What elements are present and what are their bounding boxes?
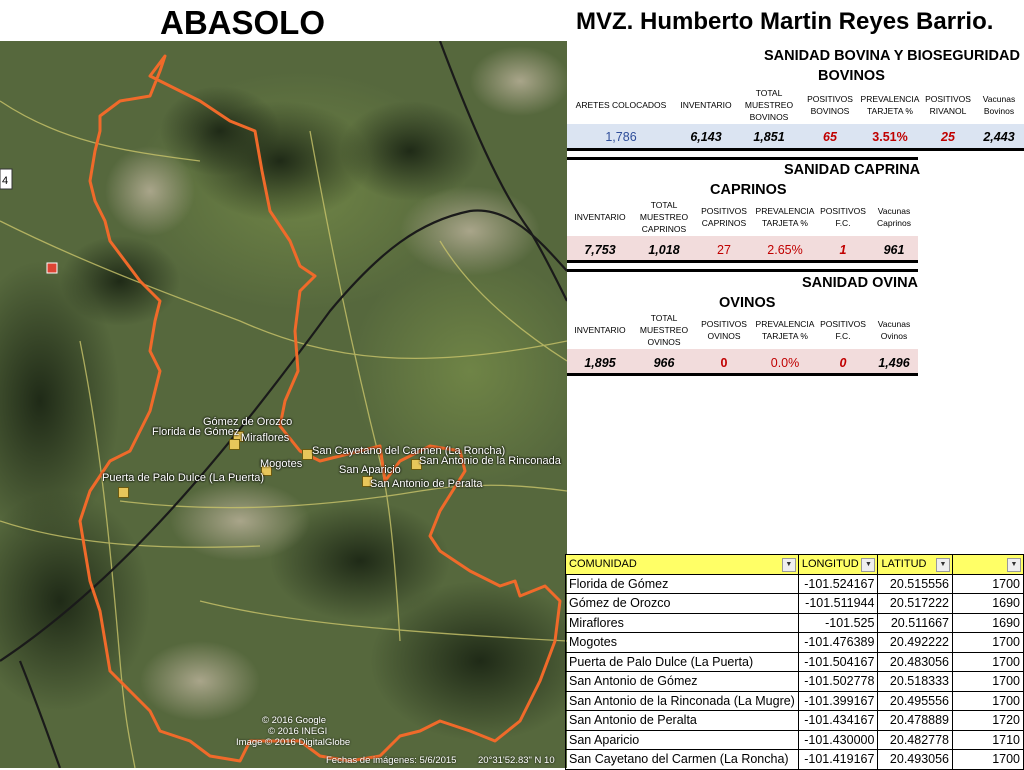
goat-value-inventario: 7,753 [584, 243, 616, 257]
sheep-header-muestreo: TOTAL MUESTREO OVINOS [639, 313, 689, 347]
table-row[interactable] [566, 691, 1024, 711]
cell-longitud[interactable]: -101.434167 [798, 711, 878, 731]
communities-table [565, 554, 1024, 770]
sheep-header-positivos: POSITIVOS OVINOS [701, 319, 747, 341]
table-row[interactable] [566, 750, 1024, 770]
author-title: MVZ. Humberto Martin Reyes Barrio. [576, 8, 994, 35]
placemark-pin-icon[interactable] [118, 487, 129, 498]
cell-comunidad[interactable]: Mogotes [566, 633, 799, 653]
filter-dropdown-icon[interactable]: ▼ [782, 558, 796, 572]
goat-value-positivos: 27 [717, 243, 731, 257]
goat-bottom-rule [567, 260, 918, 263]
cell-longitud[interactable]: -101.399167 [798, 691, 878, 711]
cell-latitud[interactable]: 20.515556 [878, 574, 953, 594]
placemark-pin-icon[interactable] [229, 439, 240, 450]
filter-dropdown-icon[interactable]: ▼ [936, 558, 950, 572]
bovine-section-title: SANIDAD BOVINA Y BIOSEGURIDAD [764, 48, 1020, 64]
map-label: Gómez de Orozco [203, 416, 293, 428]
filter-dropdown-icon[interactable]: ▼ [861, 558, 875, 572]
bovine-value-inventario: 6,143 [690, 130, 722, 144]
cell-altitud[interactable]: 1700 [953, 750, 1024, 770]
goat-subtitle: CAPRINOS [710, 182, 787, 198]
sheep-value-positivos: 0 [720, 356, 728, 370]
bovine-value-aretes: 1,786 [605, 130, 637, 144]
cell-altitud[interactable]: 1690 [953, 594, 1024, 614]
map-label: San Cayetano del Carmen (La Roncha) [312, 445, 506, 457]
goat-header-inventario: INVENTARIO [574, 212, 626, 222]
cell-latitud[interactable]: 20.482778 [878, 730, 953, 750]
bovine-bottom-rule [567, 148, 1024, 151]
column-header-longitud[interactable]: LONGITUD ▼ [798, 555, 878, 575]
cell-altitud[interactable]: 1700 [953, 672, 1024, 692]
imagery-date: Fechas de imágenes: 5/6/2015 [326, 755, 457, 766]
map-label: San Antonio de Peralta [370, 478, 483, 490]
goat-section-title: SANIDAD CAPRINA [784, 162, 921, 178]
cell-latitud[interactable]: 20.493056 [878, 750, 953, 770]
bovine-header-prevalencia: PREVALENCIA TARJETA % [860, 94, 920, 116]
goat-value-muestreo: 1,018 [648, 243, 680, 257]
cell-comunidad[interactable]: San Cayetano del Carmen (La Roncha) [566, 750, 799, 770]
map-label: Mogotes [260, 458, 303, 470]
cell-altitud[interactable]: 1700 [953, 691, 1024, 711]
cell-altitud[interactable]: 1690 [953, 613, 1024, 633]
cell-latitud[interactable]: 20.511667 [878, 613, 953, 633]
copyright-digitalglobe: Image © 2016 DigitalGlobe [236, 737, 351, 748]
sheep-top-rule [567, 269, 918, 272]
goat-header-prevalencia: PREVALENCIA TARJETA % [755, 206, 815, 228]
table-row[interactable] [566, 594, 1024, 614]
cell-latitud[interactable]: 20.495556 [878, 691, 953, 711]
table-header-row [566, 555, 1024, 575]
column-header-altitude[interactable] [953, 555, 1024, 575]
satellite-map[interactable] [0, 41, 567, 768]
sheep-value-fc: 0 [839, 356, 847, 370]
highway-shield-label: 4 [2, 175, 9, 187]
cell-comunidad[interactable]: San Antonio de la Rinconada (La Mugre) [566, 691, 799, 711]
bovine-value-rivanol: 25 [941, 130, 955, 144]
bovine-value-vacunas: 2,443 [983, 130, 1015, 144]
filter-dropdown-icon[interactable]: ▼ [1007, 558, 1021, 572]
cell-altitud[interactable]: 1700 [953, 633, 1024, 653]
table-row[interactable] [566, 613, 1024, 633]
cell-longitud[interactable]: -101.524167 [798, 574, 878, 594]
cell-altitud[interactable]: 1720 [953, 711, 1024, 731]
cell-latitud[interactable]: 20.478889 [878, 711, 953, 731]
cell-longitud[interactable]: -101.430000 [798, 730, 878, 750]
copyright-google: © 2016 Google [262, 715, 327, 726]
map-imagery [0, 41, 567, 768]
cell-altitud[interactable]: 1700 [953, 652, 1024, 672]
table-row[interactable] [566, 574, 1024, 594]
column-header-comunidad[interactable]: COMUNIDAD ▼ [566, 555, 799, 575]
goat-header-fc: POSITIVOS F.C. [820, 206, 866, 228]
goat-value-fc: 1 [839, 243, 847, 257]
cell-comunidad[interactable]: Gómez de Orozco [566, 594, 799, 614]
map-label: San Aparicio [339, 464, 401, 476]
sheep-header-prevalencia: PREVALENCIA TARJETA % [755, 319, 815, 341]
cell-longitud[interactable]: -101.502778 [798, 672, 878, 692]
cell-comunidad[interactable]: San Antonio de Peralta [566, 711, 799, 731]
table-row[interactable] [566, 730, 1024, 750]
cell-latitud[interactable]: 20.483056 [878, 652, 953, 672]
cell-comunidad[interactable]: San Aparicio [566, 730, 799, 750]
cell-latitud[interactable]: 20.492222 [878, 633, 953, 653]
bovine-header-positivos: POSITIVOS BOVINOS [807, 94, 853, 116]
cell-longitud[interactable]: -101.525 [798, 613, 878, 633]
sheep-value-muestreo: 966 [653, 356, 675, 370]
map-label: San Antonio de la Rinconada [419, 455, 561, 467]
bovine-subtitle: BOVINOS [818, 68, 885, 84]
table-row[interactable] [566, 672, 1024, 692]
sheep-value-vacunas: 1,496 [878, 356, 910, 370]
goat-header-muestreo: TOTAL MUESTREO CAPRINOS [639, 200, 689, 234]
map-label: Florida de Gómez [152, 426, 240, 438]
cell-latitud[interactable]: 20.518333 [878, 672, 953, 692]
bovine-header-aretes: ARETES COLOCADOS [575, 100, 667, 110]
bovine-header-inventario: INVENTARIO [680, 100, 732, 110]
sheep-value-prevalencia: 0.0% [770, 356, 800, 370]
copyright-inegi: © 2016 INEGI [268, 726, 328, 737]
cell-comunidad[interactable]: Puerta de Palo Dulce (La Puerta) [566, 652, 799, 672]
cell-longitud[interactable]: -101.419167 [798, 750, 878, 770]
cell-comunidad[interactable]: Florida de Gómez [566, 574, 799, 594]
map-label: Miraflores [241, 432, 290, 444]
sheep-header-fc: POSITIVOS F.C. [820, 319, 866, 341]
goat-value-prevalencia: 2.65% [767, 243, 803, 257]
cell-longitud[interactable]: -101.511944 [798, 594, 878, 614]
bovine-header-vacunas: Vacunas Bovinos [982, 94, 1016, 116]
cell-latitud[interactable]: 20.517222 [878, 594, 953, 614]
bovine-header-muestreo: TOTAL MUESTREO BOVINOS [744, 88, 794, 122]
sheep-value-inventario: 1,895 [584, 356, 616, 370]
cell-comunidad[interactable]: San Antonio de Gómez [566, 672, 799, 692]
goat-value-vacunas: 961 [883, 243, 905, 257]
column-header-latitud[interactable]: LATITUD ▼ [878, 555, 953, 575]
sheep-section-title: SANIDAD OVINA [802, 275, 919, 291]
sheep-header-inventario: INVENTARIO [574, 325, 626, 335]
bovine-value-muestreo: 1,851 [753, 130, 785, 144]
sheep-bottom-rule [567, 373, 918, 376]
cell-longitud[interactable]: -101.476389 [798, 633, 878, 653]
goat-top-rule [567, 157, 918, 160]
table-row[interactable] [566, 652, 1024, 672]
bovine-value-prevalencia: 3.51% [872, 130, 908, 144]
coordinate-readout: 20°31'52.83" N 10 [478, 755, 555, 766]
bovine-value-positivos: 65 [823, 130, 837, 144]
bovine-header-rivanol: POSITIVOS RIVANOL [925, 94, 971, 116]
cell-comunidad[interactable]: Miraflores [566, 613, 799, 633]
table-row[interactable] [566, 633, 1024, 653]
cell-altitud[interactable]: 1700 [953, 574, 1024, 594]
goat-header-positivos: POSITIVOS CAPRINOS [701, 206, 747, 228]
map-label: Puerta de Palo Dulce (La Puerta) [102, 472, 265, 484]
cell-altitud[interactable]: 1710 [953, 730, 1024, 750]
cell-longitud[interactable]: -101.504167 [798, 652, 878, 672]
sheep-subtitle: OVINOS [719, 295, 776, 311]
table-row[interactable] [566, 711, 1024, 731]
municipality-title: ABASOLO [160, 4, 325, 41]
sheep-header-vacunas: Vacunas Ovinos [877, 319, 911, 341]
goat-header-vacunas: Vacunas Caprinos [876, 206, 912, 228]
